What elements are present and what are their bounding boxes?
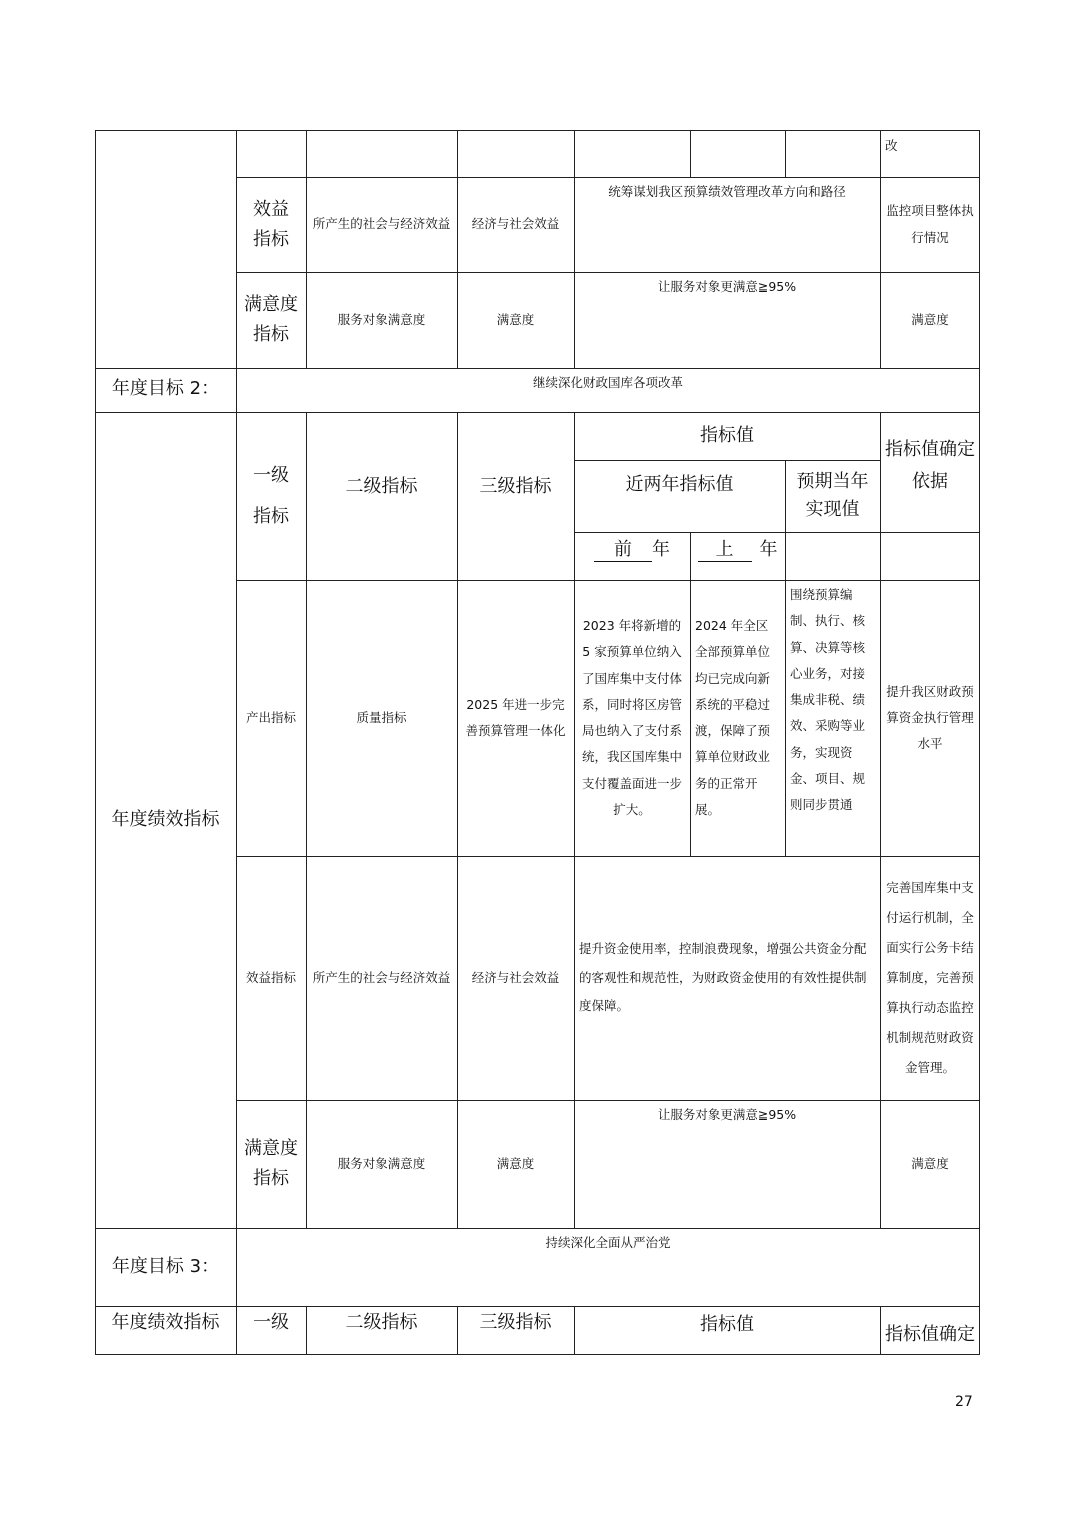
s2-level2: 服务对象满意度 — [337, 1155, 426, 1171]
v-line-574-c — [574, 1306, 575, 1354]
g1-benefit-value: 统筹谋划我区预算绩效管理改革方向和路径 — [608, 184, 846, 199]
g1-benefit-level2: 所产生的社会与经济效益 — [312, 216, 451, 232]
header-prev-year — [574, 532, 690, 568]
v-line-880-b — [880, 412, 881, 1228]
s2-level3: 满意度 — [496, 1155, 535, 1171]
h-line-bottom — [95, 1354, 980, 1355]
goal2-text: 继续深化财政国库各项改革 — [532, 375, 683, 390]
last-level2: 二级指标 — [345, 1312, 418, 1333]
v-line-880-a — [880, 130, 881, 368]
h-line-2 — [236, 272, 980, 273]
prev-year-suffix: 年 — [652, 539, 670, 561]
output-prev-value: 2023 年将新增的 5 家预算单位纳入了国库集中支付体系，同时将区房管局也纳入了支付系统，我区国库集中支付覆盖面进一步扩大。 — [581, 618, 682, 817]
g1-sat-level1: 满意度 指标 — [244, 294, 298, 345]
header-level2: 二级指标 — [345, 476, 418, 498]
s2-value: 让服务对象更满意≧95% — [657, 1107, 797, 1122]
s2-level1: 满意度 指标 — [244, 1138, 298, 1189]
g1-sat-level3: 满意度 — [496, 311, 535, 327]
h-line-1 — [236, 177, 980, 178]
last-level1: 一级 — [253, 1312, 289, 1333]
b2-level1: 效益指标 — [245, 969, 296, 985]
s2-basis: 满意度 — [911, 1155, 949, 1171]
v-line-690-a — [690, 130, 691, 177]
page-number: 27 — [955, 1394, 973, 1410]
v-line-785-a — [785, 130, 786, 177]
h-line-4 — [95, 412, 980, 413]
h-line-11 — [95, 1306, 980, 1307]
v-line-457-c — [457, 1306, 458, 1354]
v-line-right — [979, 130, 980, 1355]
v-line-236 — [236, 130, 237, 1355]
goal3-label: 年度目标 3： — [111, 1256, 220, 1278]
output-level3: 2025 年进一步完善预算管理一体化 — [465, 696, 566, 738]
b2-basis: 完善国库集中支付运行机制，全面实行公务卡结算制度，完善预算执行动态监控机制规范财政资金管理。 — [886, 880, 974, 1075]
v-line-left — [95, 130, 96, 1355]
last-year-blank: 上 — [698, 538, 752, 562]
v-line-306-a — [306, 130, 307, 368]
g1-sat-level2: 服务对象满意度 — [337, 311, 426, 327]
header-value: 指标值 — [700, 425, 754, 447]
g1-sat-basis: 满意度 — [911, 311, 949, 327]
h-line-10 — [95, 1228, 980, 1229]
v-line-457-a — [457, 130, 458, 368]
v-line-306-c — [306, 1306, 307, 1354]
b2-level2: 所产生的社会与经济效益 — [312, 969, 451, 985]
header-last-year — [690, 532, 785, 568]
b2-level3: 经济与社会效益 — [471, 969, 560, 985]
last-basis: 指标值确定 — [885, 1324, 975, 1346]
v-line-785-b — [785, 460, 786, 856]
output-level2: 质量指标 — [356, 709, 407, 725]
header-level3: 三级指标 — [479, 476, 552, 498]
h-line-7 — [236, 580, 980, 581]
v-line-574-b — [574, 412, 575, 1228]
h-line-9 — [236, 1100, 980, 1101]
header-level1: 一级 指标 — [253, 464, 289, 527]
header-basis: 指标值确定 依据 — [885, 439, 975, 492]
goal2-label: 年度目标 2： — [111, 378, 220, 399]
h-line-6 — [574, 532, 980, 533]
b2-value: 提升资金使用率，控制浪费现象，增强公共资金分配的客观性和规范性，为财政资金使用的有效性提供制度保障。 — [579, 940, 867, 1014]
g1-sat-value: 让服务对象更满意≧95% — [657, 279, 797, 294]
g1-benefit-level1: 效益 指标 — [253, 198, 289, 250]
v-line-690-b — [690, 532, 691, 856]
v-line-306-b — [306, 412, 307, 1228]
v-line-457-b — [457, 412, 458, 1228]
h-line-top — [95, 130, 980, 131]
last-year-suffix: 年 — [759, 539, 778, 561]
output-last-value: 2024 年全区全部预算单位均已完成向新系统的平稳过渡，保障了预算单位财政业务的正常开展。 — [695, 618, 771, 817]
cont-note: 改 — [885, 138, 898, 153]
g1-benefit-level3: 经济与社会效益 — [471, 216, 560, 232]
perf-indicators-label: 年度绩效指标 — [111, 809, 220, 831]
h-line-3 — [95, 368, 980, 369]
header-expected: 预期当年 实现值 — [796, 471, 869, 520]
output-expected-value: 围绕预算编制、执行、核算、决算等核心业务，对接集成非税、绩效、采购等业务，实现资金、项目、规则同步贯通 — [790, 587, 866, 812]
last-value: 指标值 — [700, 1314, 754, 1336]
g1-benefit-basis: 监控项目整体执行情况 — [886, 203, 974, 245]
output-basis: 提升我区财政预算资金执行管理水平 — [886, 683, 974, 752]
last-perf-label: 年度绩效指标 — [111, 1312, 220, 1333]
output-level1: 产出指标 — [245, 709, 296, 725]
h-line-5 — [574, 460, 880, 461]
last-level3: 三级指标 — [479, 1312, 552, 1333]
v-line-880-c — [880, 1306, 881, 1354]
goal3-text: 持续深化全面从严治党 — [545, 1235, 671, 1250]
prev-year-blank: 前 — [594, 538, 652, 562]
h-line-8 — [236, 856, 980, 857]
v-line-574-a — [574, 130, 575, 368]
header-recent: 近两年指标值 — [625, 474, 734, 496]
